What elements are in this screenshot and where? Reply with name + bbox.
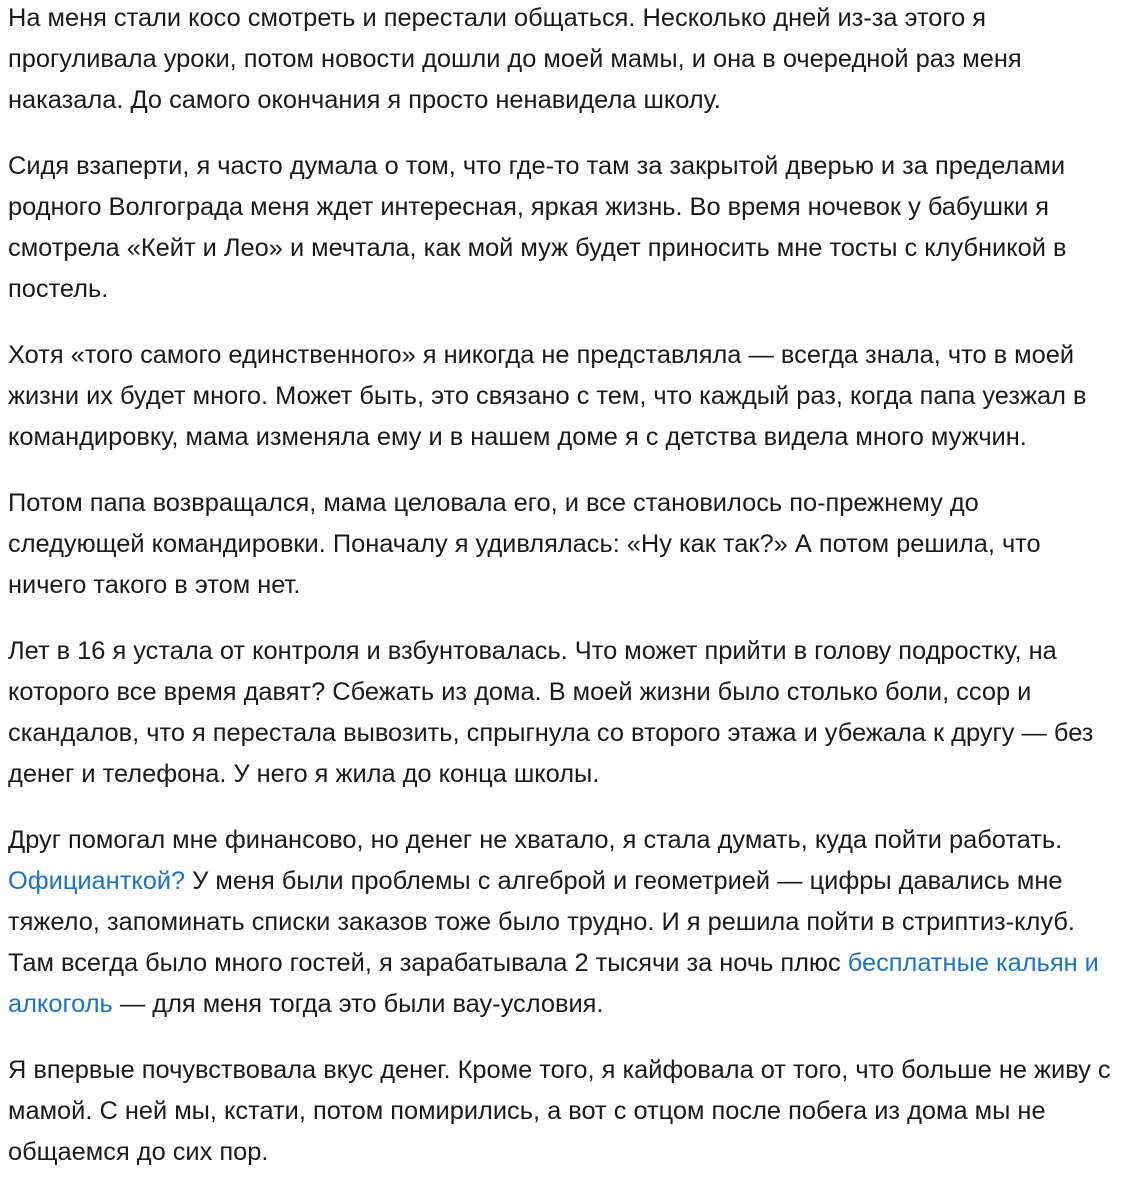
paragraph-dad-returns: Потом папа возвращался, мама целовала его, и все становилось по-прежнему до следующей командировки. Поначалу я удивлялась: «Ну как так?» А потом решила, что ничего такого в этом нет.	[8, 489, 1041, 599]
paragraph-taste-of-money: Я впервые почувствовала вкус денег. Кроме того, я кайфовала от того, что больше не живу с мамой. С ней мы, кстати, потом помирились, а вот с отцом после побега из дома мы не общаемся до сих пор.	[8, 1056, 1111, 1166]
paragraph-text-segment: — для меня тогда это были вау-условия.	[112, 990, 604, 1018]
waitress-link[interactable]: Официанткой?	[8, 867, 186, 895]
free-hookah-alcohol-link[interactable]: бесплатные кальян и алкоголь	[8, 949, 1099, 1018]
paragraph-ran-away: Лет в 16 я устала от контроля и взбунтовалась. Что может прийти в голову подростку, на которого все время давят? Сбежать из дома. В моей жизни было столько боли, ссор и скандалов, что я перестала вывозить, спрыгнула со второго этажа и убежала к другу — без денег и телефона. У него я жила до конца школы.	[8, 637, 1094, 788]
paragraph-finding-work	[8, 820, 1120, 1025]
paragraph-text-segment: У меня были проблемы с алгеброй и геометрией — цифры давались мне тяжело, запоминать списки заказов тоже было трудно. И я решила пойти в стриптиз-клуб. Там всегда было много гостей, я зарабатывала 2 тысячи за ночь плюс	[8, 867, 1075, 977]
paragraph-school-ostracism: На меня стали косо смотреть и перестали общаться. Несколько дней из-за этого я прогуливала уроки, потом новости дошли до моей мамы, и она в очередной раз меня наказала. До самого окончания я просто ненавидела школу.	[8, 4, 1022, 114]
paragraph-locked-away-dreams: Сидя взаперти, я часто думала о том, что где-то там за закрытой дверью и за пределами родного Волгограда меня ждет интересная, яркая жизнь. Во время ночевок у бабушки я смотрела «Кейт и Лео» и мечтала, как мой муж будет приносить мне тосты с клубникой в постель.	[8, 152, 1067, 303]
paragraph-many-men: Хотя «того самого единственного» я никогда не представляла — всегда знала, что в моей жизни их будет много. Может быть, это связано с тем, что каждый раз, когда папа уезжал в командировку, мама изменяла ему и в нашем доме я с детства видела много мужчин.	[8, 341, 1087, 451]
paragraph-text-segment: Друг помогал мне финансово, но денег не хватало, я стала думать, куда пойти работать.	[8, 826, 1063, 854]
